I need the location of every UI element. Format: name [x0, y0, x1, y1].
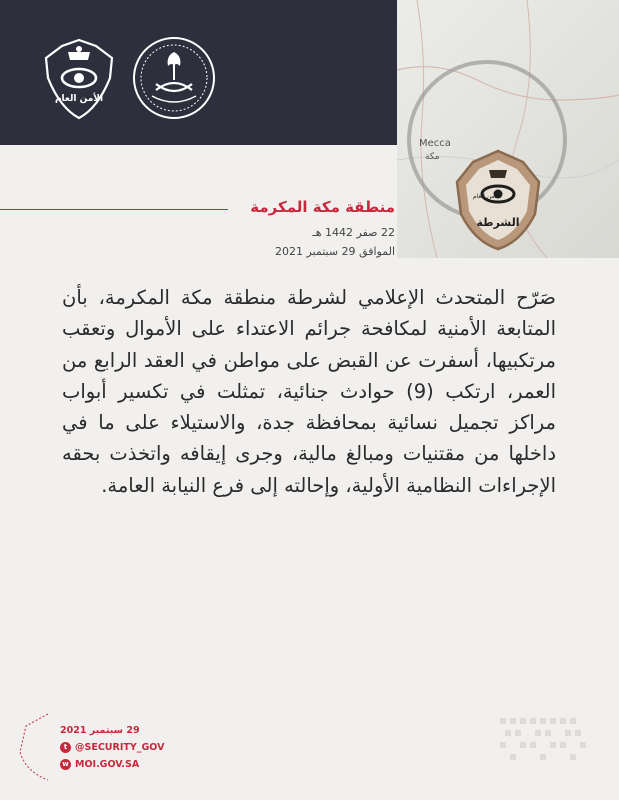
twitter-handle: @SECURITY_GOV: [75, 742, 165, 753]
website-url: MOI.GOV.SA: [75, 759, 140, 770]
globe-icon: w: [60, 759, 71, 770]
public-security-logo: [38, 38, 120, 120]
police-badge-icon: [451, 148, 545, 252]
map-label-ar: مكة: [425, 152, 440, 162]
hijri-date: 22 صفر 1442 هـ: [312, 226, 395, 239]
saudi-emblem-logo: [132, 36, 216, 120]
footer-date: 29 سبتمبر 2021: [60, 725, 140, 736]
twitter-icon: t: [60, 742, 71, 753]
badge-text: الشرطة: [476, 216, 520, 229]
decorative-pattern-icon: [500, 718, 590, 760]
red-divider: [0, 209, 228, 210]
map-photo: [397, 0, 619, 258]
website-link[interactable]: [60, 759, 139, 770]
footer-shield-icon: [18, 712, 56, 782]
logo-text: الأمن العام: [54, 94, 104, 104]
twitter-link[interactable]: [60, 742, 164, 753]
badge-side-text: الأمن العام: [473, 193, 500, 200]
map-label-en: Mecca: [419, 138, 451, 149]
statement-body: صَرّح المتحدث الإعلامي لشرطة منطقة مكة المكرمة، بأن المتابعة الأمنية لمكافحة جرائم الاعتداء على الأموال وتعقب مرتكبيها، أسفرت عن القبض على مواطن في العقد الرابع من العمر، ارتكب (9) حوادث جنائية، تمثلت في تكسير أبواب مراكز تجميل نسائية بمحافظة جدة، والاستيلاء على ما في داخلها من مقتنيات ومبالغ مالية، وجرى إيقافه واتخذت بحقه الإجراءات النظامية الأولية، وإحالته إلى فرع النيابة العامة.: [62, 286, 556, 497]
gregorian-date: الموافق 29 سبتمبر 2021: [274, 245, 395, 258]
region-heading: [0, 200, 395, 220]
region-title: منطقة مكة المكرمة: [250, 198, 395, 216]
